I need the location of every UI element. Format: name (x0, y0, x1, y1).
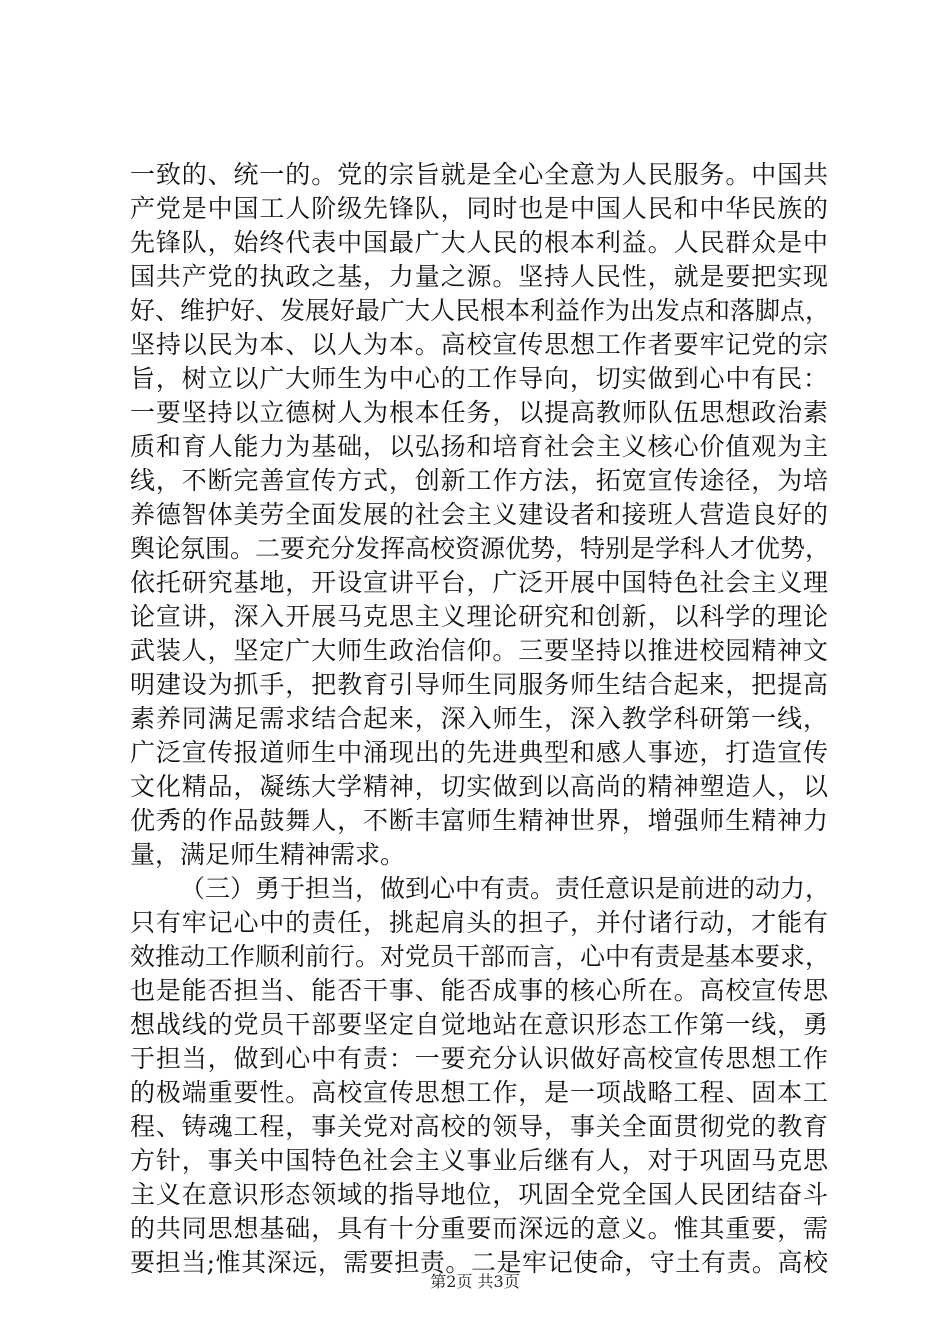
text-line: 的极端重要性。高校宣传思想工作，是一项战略工程、固本工 (130, 1078, 828, 1107)
document-body (130, 158, 831, 1280)
text-line: 素养同满足需求结合起来，深入师生，深入教学科研第一线， (130, 704, 828, 733)
text-line: 武装人，坚定广大师生政治信仰。三要坚持以推进校园精神文 (130, 636, 828, 665)
text-line: 只有牢记心中的责任，挑起肩头的担子，并付诸行动，才能有 (130, 908, 828, 937)
text-line: 旨，树立以广大师生为中心的工作导向，切实做到心中有民： (130, 364, 828, 393)
paragraph-end-line: 量，满足师生精神需求。 (130, 840, 406, 869)
text-line: 一致的、统一的。党的宗旨就是全心全意为人民服务。中国共 (130, 160, 828, 189)
text-line: 一要坚持以立德树人为根本任务，以提高教师队伍思想政治素 (130, 398, 828, 427)
text-line: 先锋队，始终代表中国最广大人民的根本利益。人民群众是中 (130, 228, 828, 257)
text-line: 想战线的党员干部要坚定自觉地站在意识形态工作第一线，勇 (130, 1010, 828, 1039)
text-line: 明建设为抓手，把教育引导师生同服务师生结合起来，把提高 (130, 670, 828, 699)
text-line: 优秀的作品鼓舞人，不断丰富师生精神世界，增强师生精神力 (130, 806, 828, 835)
text-line: 广泛宣传报道师生中涌现出的先进典型和感人事迹，打造宣传 (130, 738, 828, 767)
text-line: 产党是中国工人阶级先锋队，同时也是中国人民和中华民族的 (130, 194, 828, 223)
text-line: 主义在意识形态领域的指导地位，巩固全党全国人民团结奋斗 (130, 1180, 828, 1209)
text-line: 国共产党的执政之基，力量之源。坚持人民性，就是要把实现 (130, 262, 828, 291)
page-number-footer: 第2页 共3页 (430, 1272, 520, 1291)
section-heading-line: （三）勇于担当，做到心中有责。责任意识是前进的动力， (180, 874, 831, 903)
text-line: 的共同思想基础，具有十分重要而深远的意义。惟其重要，需 (130, 1214, 828, 1243)
text-line: 质和育人能力为基础，以弘扬和培育社会主义核心价值观为主 (130, 432, 828, 461)
text-line: 也是能否担当、能否干事、能否成事的核心所在。高校宣传思 (130, 976, 828, 1005)
text-line: 文化精品，凝练大学精神，切实做到以高尚的精神塑造人，以 (130, 772, 828, 801)
text-line: 舆论氛围。二要充分发挥高校资源优势，特别是学科人才优势， (130, 534, 831, 563)
text-line: 依托研究基地，开设宣讲平台，广泛开展中国特色社会主义理 (130, 568, 828, 597)
text-line: 好、维护好、发展好最广大人民根本利益作为出发点和落脚点， (130, 296, 831, 325)
text-line: 于担当，做到心中有责：一要充分认识做好高校宣传思想工作 (130, 1044, 828, 1073)
text-line: 要担当;惟其深远，需要担责。二是牢记使命，守土有责。高校 (130, 1248, 828, 1277)
text-line: 效推动工作顺利前行。对党员干部而言，心中有责是基本要求， (130, 942, 831, 971)
text-line: 坚持以民为本、以人为本。高校宣传思想工作者要牢记党的宗 (130, 330, 828, 359)
text-line: 方针，事关中国特色社会主义事业后继有人，对于巩固马克思 (130, 1146, 828, 1175)
text-line: 养德智体美劳全面发展的社会主义建设者和接班人营造良好的 (130, 500, 828, 529)
text-line: 线，不断完善宣传方式，创新工作方法，拓宽宣传途径，为培 (130, 466, 828, 495)
text-line: 程、铸魂工程，事关党对高校的领导，事关全面贯彻党的教育 (130, 1112, 828, 1141)
text-line: 论宣讲，深入开展马克思主义理论研究和创新，以科学的理论 (130, 602, 828, 631)
